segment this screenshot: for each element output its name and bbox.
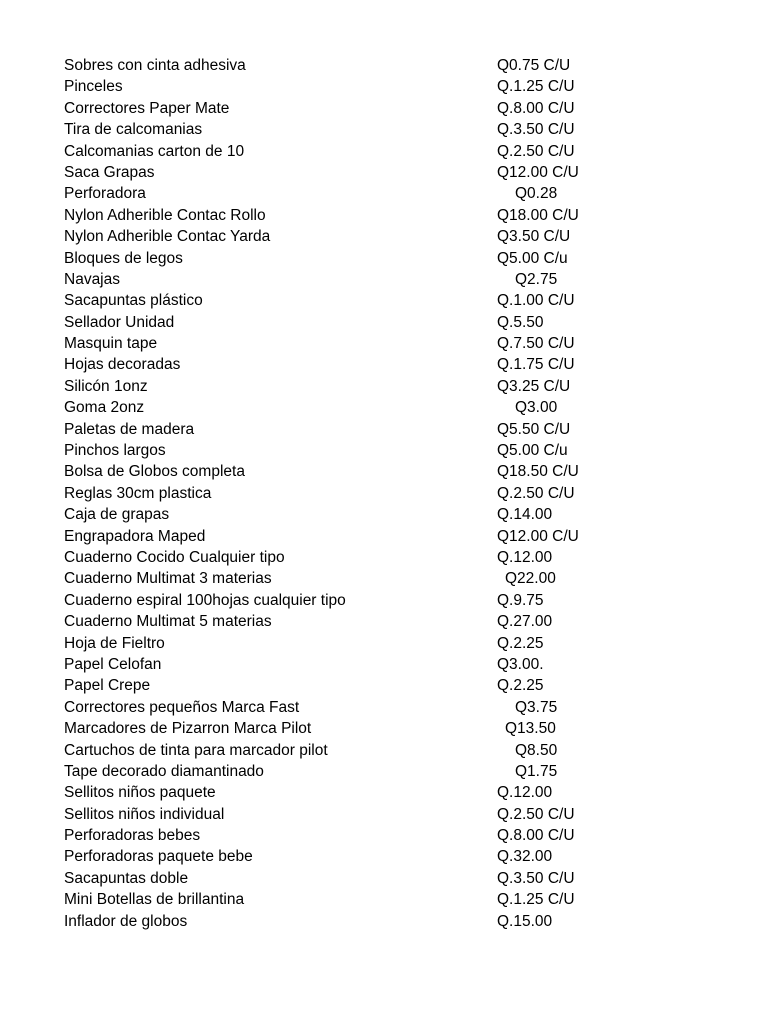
- item-price: Q2.75: [515, 270, 558, 288]
- list-item: [64, 911, 624, 932]
- item-price: Q.15.00: [497, 912, 553, 930]
- item-price: Q.3.50 C/U: [497, 121, 575, 139]
- item-name: Silicón 1onz: [64, 377, 148, 395]
- item-name: Perforadoras paquete bebe: [64, 848, 253, 866]
- item-name: Calcomanias carton de 10: [64, 142, 245, 160]
- item-name: Correctores Paper Mate: [64, 99, 230, 117]
- item-price: Q13.50: [505, 720, 556, 738]
- item-name: Pinceles: [64, 78, 123, 96]
- list-item: [64, 333, 624, 354]
- item-name: Mini Botellas de brillantina: [64, 891, 245, 909]
- item-price: Q.3.50 C/U: [497, 869, 575, 887]
- item-name: Papel Crepe: [64, 677, 151, 695]
- item-price: Q.5.50: [497, 313, 544, 331]
- item-price: Q3.50 C/U: [497, 228, 571, 246]
- item-price: Q3.75: [515, 698, 558, 716]
- item-price: Q.2.50 C/U: [497, 142, 575, 160]
- list-item: [64, 633, 624, 654]
- list-item: [64, 782, 624, 803]
- list-item: [64, 119, 624, 140]
- list-item: [64, 183, 624, 204]
- item-name: Correctores pequeños Marca Fast: [64, 698, 300, 716]
- list-item: [64, 76, 624, 97]
- item-name: Masquin tape: [64, 335, 158, 353]
- item-name: Sellitos niños individual: [64, 805, 225, 823]
- item-name: Cuaderno Cocido Cualquier tipo: [64, 548, 285, 566]
- item-name: Sobres con cinta adhesiva: [64, 57, 246, 74]
- item-name: Inflador de globos: [64, 912, 188, 930]
- item-price: Q5.00 C/u: [497, 442, 568, 460]
- item-price: Q.2.50 C/U: [497, 484, 575, 502]
- item-name: Nylon Adherible Contac Yarda: [64, 228, 271, 246]
- item-price: Q.8.00 C/U: [497, 827, 575, 845]
- item-name: Cuaderno Multimat 3 materias: [64, 570, 272, 588]
- item-name: Nylon Adherible Contac Rollo: [64, 206, 266, 224]
- item-price: Q.2.50 C/U: [497, 805, 575, 823]
- list-item: [64, 889, 624, 910]
- item-name: Navajas: [64, 270, 120, 288]
- list-item: [64, 205, 624, 226]
- item-name: Sellador Unidad: [64, 313, 175, 331]
- item-price: Q.1.25 C/U: [497, 78, 575, 96]
- item-name: Perforadora: [64, 185, 146, 203]
- list-item: [64, 825, 624, 846]
- item-price: Q.2.25: [497, 634, 544, 652]
- item-name: Goma 2onz: [64, 399, 145, 417]
- item-price: Q3.25 C/U: [497, 377, 571, 395]
- list-item: [64, 226, 624, 247]
- item-name: Marcadores de Pizarron Marca Pilot: [64, 720, 312, 738]
- item-name: Reglas 30cm plastica: [64, 484, 212, 502]
- list-item: [64, 590, 624, 611]
- list-item: [64, 868, 624, 889]
- item-price: Q1.75: [515, 762, 558, 780]
- list-item: [64, 440, 624, 461]
- item-price: Q.9.75: [497, 591, 544, 609]
- list-item: [64, 611, 624, 632]
- item-price: Q18.00 C/U: [497, 206, 579, 224]
- list-item: [64, 141, 624, 162]
- list-item: [64, 504, 624, 525]
- item-name: Saca Grapas: [64, 163, 155, 181]
- item-price: Q12.00 C/U: [497, 163, 579, 181]
- list-item: [64, 269, 624, 290]
- item-name: Cartuchos de tinta para marcador pilot: [64, 741, 328, 759]
- item-price: Q.8.00 C/U: [497, 99, 575, 117]
- item-name: Tape decorado diamantinado: [64, 762, 264, 780]
- item-name: Cuaderno Multimat 5 materias: [64, 613, 272, 631]
- item-price: Q.1.75 C/U: [497, 356, 575, 374]
- item-name: Perforadoras bebes: [64, 827, 201, 845]
- item-price: Q12.00 C/U: [497, 527, 579, 545]
- list-item: [64, 354, 624, 375]
- list-item: [64, 761, 624, 782]
- item-price: Q.14.00: [497, 506, 553, 524]
- item-name: Cuaderno espiral 100hojas cualquier tipo: [64, 591, 346, 609]
- item-price: Q3.00.: [497, 655, 544, 673]
- item-name: Papel Celofan: [64, 655, 162, 673]
- list-item: [64, 162, 624, 183]
- item-name: Sellitos niños paquete: [64, 784, 216, 802]
- item-price: Q.2.25: [497, 677, 544, 695]
- list-item: [64, 461, 624, 482]
- item-name: Hojas decoradas: [64, 356, 181, 374]
- list-item: [64, 547, 624, 568]
- list-item: [64, 419, 624, 440]
- item-price: Q3.00: [515, 399, 558, 417]
- list-item: [64, 376, 624, 397]
- item-price: Q.1.00 C/U: [497, 292, 575, 310]
- list-item: [64, 526, 624, 547]
- list-item: [64, 718, 624, 739]
- item-price: Q.12.00: [497, 784, 553, 802]
- list-item: [64, 740, 624, 761]
- item-price: Q.27.00: [497, 613, 553, 631]
- item-price: Q5.50 C/U: [497, 420, 571, 438]
- list-item: [64, 568, 624, 589]
- list-item: [64, 397, 624, 418]
- item-price: Q5.00 C/u: [497, 249, 568, 267]
- item-name: Engrapadora Maped: [64, 527, 206, 545]
- list-item: [64, 654, 624, 675]
- item-name: Pinchos largos: [64, 442, 166, 460]
- item-name: Hoja de Fieltro: [64, 634, 165, 652]
- list-item: [64, 697, 624, 718]
- item-name: Sacapuntas doble: [64, 869, 189, 887]
- item-price: Q.32.00: [497, 848, 553, 866]
- item-name: Paletas de madera: [64, 420, 195, 438]
- item-name: Caja de grapas: [64, 506, 170, 524]
- list-item: [64, 290, 624, 311]
- item-price: Q0.75 C/U: [497, 57, 571, 74]
- list-item: [64, 55, 624, 76]
- item-price: Q18.50 C/U: [497, 463, 579, 481]
- list-item: [64, 312, 624, 333]
- item-price: Q.12.00: [497, 548, 553, 566]
- list-item: [64, 98, 624, 119]
- item-price: Q.7.50 C/U: [497, 335, 575, 353]
- list-item: [64, 846, 624, 867]
- item-price: Q0.28: [515, 185, 558, 203]
- list-item: [64, 248, 624, 269]
- item-name: Tira de calcomanias: [64, 121, 203, 139]
- item-price: Q8.50: [515, 741, 558, 759]
- list-item: [64, 675, 624, 696]
- list-item: [64, 483, 624, 504]
- item-price: Q.1.25 C/U: [497, 891, 575, 909]
- list-item: [64, 804, 624, 825]
- item-name: Bloques de legos: [64, 249, 183, 267]
- item-price: Q22.00: [505, 570, 556, 588]
- item-name: Sacapuntas plástico: [64, 292, 203, 310]
- item-name: Bolsa de Globos completa: [64, 463, 245, 481]
- price-list: [64, 55, 624, 932]
